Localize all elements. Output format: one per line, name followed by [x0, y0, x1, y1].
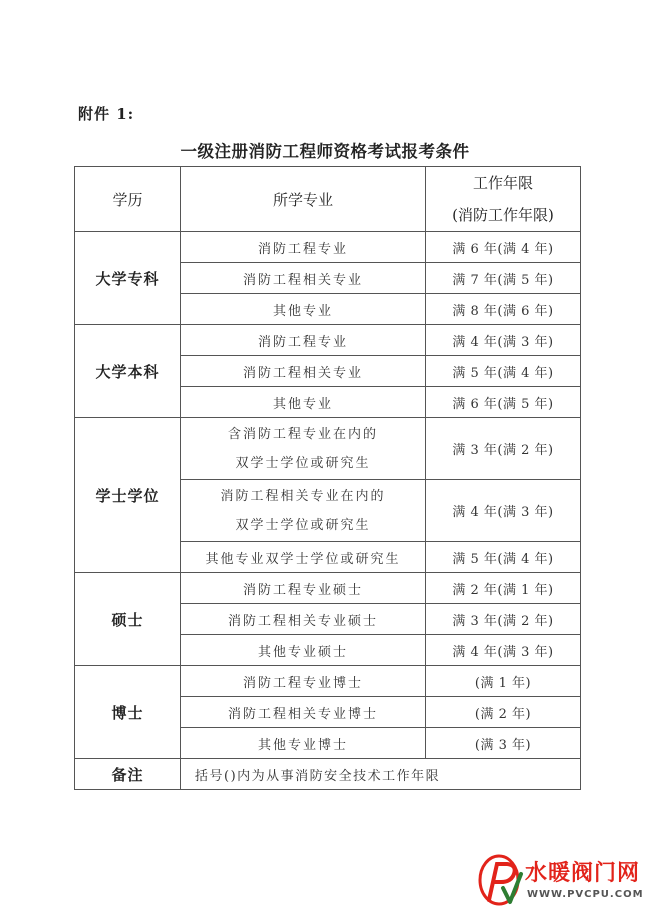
years-cell: (满 1 年) — [426, 666, 581, 697]
page-title: 一级注册消防工程师资格考试报考条件 — [180, 142, 470, 161]
years-cell: (满 2 年) — [426, 697, 581, 728]
requirements-table — [74, 166, 581, 790]
years-cell: 满 7 年(满 5 年) — [426, 263, 581, 294]
major-line: 双学士学位或研究生 — [235, 455, 371, 471]
table-row — [75, 325, 581, 356]
years-cell: 满 6 年(满 4 年) — [426, 232, 581, 263]
major-cell: 消防工程专业博士 — [181, 666, 426, 697]
header-row — [75, 167, 581, 232]
note-label: 备注 — [75, 759, 181, 790]
major-cell: 其他专业 — [181, 294, 426, 325]
major-cell: 消防工程相关专业博士 — [181, 697, 426, 728]
years-cell: 满 2 年(满 1 年) — [426, 573, 581, 604]
major-cell: 消防工程专业 — [181, 232, 426, 263]
major-cell: 其他专业 — [181, 387, 426, 418]
table-row — [75, 666, 581, 697]
watermark-url: WWW.PVCPU.COM — [527, 889, 644, 900]
years-cell: 满 6 年(满 5 年) — [426, 387, 581, 418]
major-line: 双学士学位或研究生 — [235, 517, 371, 533]
years-cell: (满 3 年) — [426, 728, 581, 759]
major-cell: 消防工程相关专业 — [181, 263, 426, 294]
years-cell: 满 5 年(满 4 年) — [426, 356, 581, 387]
degree-cell: 大学本科 — [75, 325, 181, 418]
header-work-years-line2: (消防工作年限) — [452, 206, 554, 224]
watermark-brand: 水暖阀门网 — [525, 861, 641, 886]
note-row — [75, 759, 581, 790]
attachment-label: 附件 1: — [78, 105, 135, 123]
major-cell: 消防工程相关专业 — [181, 356, 426, 387]
table-row — [75, 232, 581, 263]
note-text: 括号()内为从事消防安全技术工作年限 — [181, 759, 581, 790]
years-cell: 满 3 年(满 2 年) — [426, 604, 581, 635]
major-cell: 其他专业双学士学位或研究生 — [181, 542, 426, 573]
major-cell: 其他专业硕士 — [181, 635, 426, 666]
major-cell — [181, 480, 426, 542]
pv-logo-icon — [477, 852, 525, 910]
major-cell: 其他专业博士 — [181, 728, 426, 759]
years-cell: 满 4 年(满 3 年) — [426, 325, 581, 356]
major-line: 消防工程相关专业在内的 — [220, 488, 386, 504]
years-cell: 满 3 年(满 2 年) — [426, 418, 581, 480]
table-row — [75, 573, 581, 604]
table-row — [75, 418, 581, 480]
years-cell: 满 4 年(满 3 年) — [426, 635, 581, 666]
header-work-years — [426, 167, 581, 232]
years-cell: 满 4 年(满 3 年) — [426, 480, 581, 542]
header-major: 所学专业 — [181, 167, 426, 232]
degree-cell: 博士 — [75, 666, 181, 759]
header-education: 学历 — [75, 167, 181, 232]
years-cell: 满 5 年(满 4 年) — [426, 542, 581, 573]
watermark — [477, 852, 642, 912]
years-cell: 满 8 年(满 6 年) — [426, 294, 581, 325]
degree-cell: 硕士 — [75, 573, 181, 666]
degree-cell: 大学专科 — [75, 232, 181, 325]
major-cell: 消防工程相关专业硕士 — [181, 604, 426, 635]
header-work-years-line1: 工作年限 — [472, 174, 533, 192]
major-cell: 消防工程专业硕士 — [181, 573, 426, 604]
degree-cell: 学士学位 — [75, 418, 181, 573]
major-cell — [181, 418, 426, 480]
major-cell: 消防工程专业 — [181, 325, 426, 356]
major-line: 含消防工程专业在内的 — [227, 426, 378, 442]
